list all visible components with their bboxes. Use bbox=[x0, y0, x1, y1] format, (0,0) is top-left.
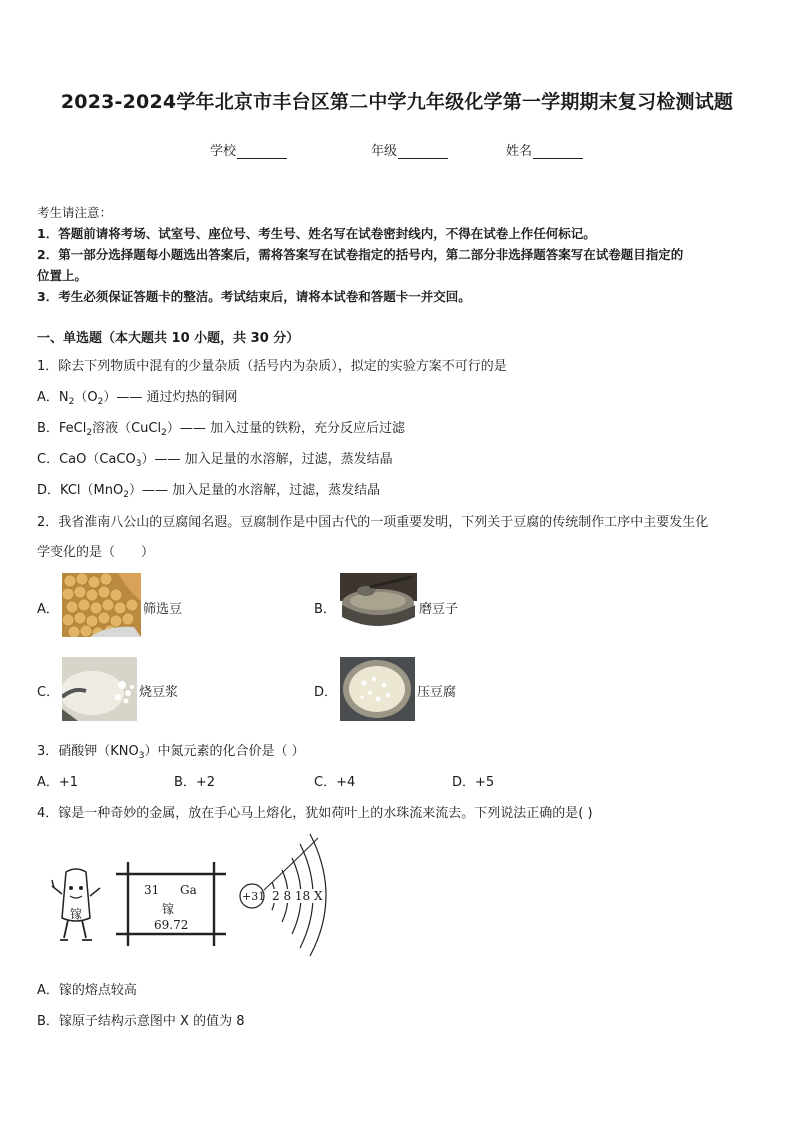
q4-option-a: A．镓的熔点较高 bbox=[37, 983, 137, 998]
q4-option-b: B．镓原子结构示意图中 X 的值为 8 bbox=[37, 1014, 245, 1029]
q2-option-d-label: 压豆腐 bbox=[417, 685, 457, 700]
q2-option-b-letter: B． bbox=[314, 602, 336, 617]
q2-option-d-letter: D． bbox=[314, 685, 338, 700]
q1-option-b: B．FeCl$_2$溶液（CuCl$_2$）—— 加入过量的铁粉，充分反应后过滤 bbox=[37, 421, 405, 438]
grade-field[interactable] bbox=[371, 140, 448, 159]
q1-option-c: C．CaO（CaCO$_3$）—— 加入足量的水溶解，过滤，蒸发结晶 bbox=[37, 452, 393, 469]
q3-stem: 3．硝酸钾$(KNO_3)$中氮元素的化合价是（ ） bbox=[37, 744, 305, 761]
soymilk-pot-image bbox=[62, 657, 137, 721]
name-blank[interactable] bbox=[533, 145, 583, 159]
q4-stem: 4．镓是一种奇妙的金属，放在手心马上熔化，犹如荷叶上的水珠流来流去。下列说法正确的是( ) bbox=[37, 806, 593, 821]
atomic-mass: 69.72 bbox=[154, 918, 189, 932]
nucleus-charge: +31 bbox=[242, 890, 266, 903]
element-name: 镓 bbox=[162, 902, 175, 916]
school-blank[interactable] bbox=[237, 145, 287, 159]
q2-option-a-letter: A． bbox=[37, 602, 59, 617]
q1-stem: 1．除去下列物质中混有的少量杂质（括号内为杂质），拟定的实验方案不可行的是 bbox=[37, 359, 507, 374]
tofu-press-image bbox=[340, 657, 415, 721]
school-field[interactable] bbox=[210, 140, 287, 159]
name-label: 姓名 bbox=[506, 144, 533, 159]
q1-option-a: A．$N_2(O_2)——$ 通过灼热的铜网 bbox=[37, 390, 238, 407]
q2-stem-cont: 学变化的是（ ） bbox=[37, 545, 155, 560]
grade-blank[interactable] bbox=[398, 145, 448, 159]
notice-item: 1．答题前请将考场、试室号、座位号、考生号、姓名写在试卷密封线内，不得在试卷上作任何标记。 bbox=[37, 226, 596, 241]
q2-option-c-letter: C． bbox=[37, 685, 60, 700]
notice-item: 位置上。 bbox=[37, 268, 88, 283]
q3-option-b: B．+2 bbox=[174, 775, 216, 790]
soybeans-image bbox=[62, 573, 141, 637]
atomic-number: 31 bbox=[144, 883, 160, 897]
q2-option-c-label: 烧豆浆 bbox=[139, 685, 179, 700]
name-field[interactable] bbox=[506, 140, 583, 159]
cartoon-char: 镓 bbox=[70, 907, 83, 921]
notice-heading: 考生请注意： bbox=[37, 205, 113, 220]
stone-mill-image bbox=[340, 573, 417, 637]
q2-stem: 2．我省淮南八公山的豆腐闻名遐。豆腐制作是中国古代的一项重要发明，下列关于豆腐的传统制作工序中主要发生化 bbox=[37, 515, 709, 530]
q2-option-a-label: 筛选豆 bbox=[143, 602, 183, 617]
electron-shells: 2 8 18 X bbox=[272, 889, 323, 903]
q1-option-d: D．KCl（MnO$_2$）—— 加入足量的水溶解，过滤，蒸发结晶 bbox=[37, 483, 381, 500]
section-heading: 一、单选题（本大题共 10 小题，共 30 分） bbox=[37, 331, 300, 346]
q3-option-a: A．+1 bbox=[37, 775, 79, 790]
school-label: 学校 bbox=[210, 144, 237, 159]
page-title: 2023-2024学年北京市丰台区第二中学九年级化学第一学期期末复习检测试题 bbox=[60, 91, 734, 113]
q3-option-d: D．+5 bbox=[452, 775, 495, 790]
grade-label: 年级 bbox=[371, 144, 398, 159]
q3-option-c: C．+4 bbox=[314, 775, 356, 790]
element-symbol: Ga bbox=[180, 883, 197, 897]
notice-item: 2．第一部分选择题每小题选出答案后，需将答案写在试卷指定的括号内，第二部分非选择题答案写在试卷题目指定的 bbox=[37, 247, 684, 262]
q2-option-b-label: 磨豆子 bbox=[419, 602, 459, 617]
notice-item: 3．考生必须保证答题卡的整洁。考试结束后，请将本试卷和答题卡一并交回。 bbox=[37, 289, 471, 304]
